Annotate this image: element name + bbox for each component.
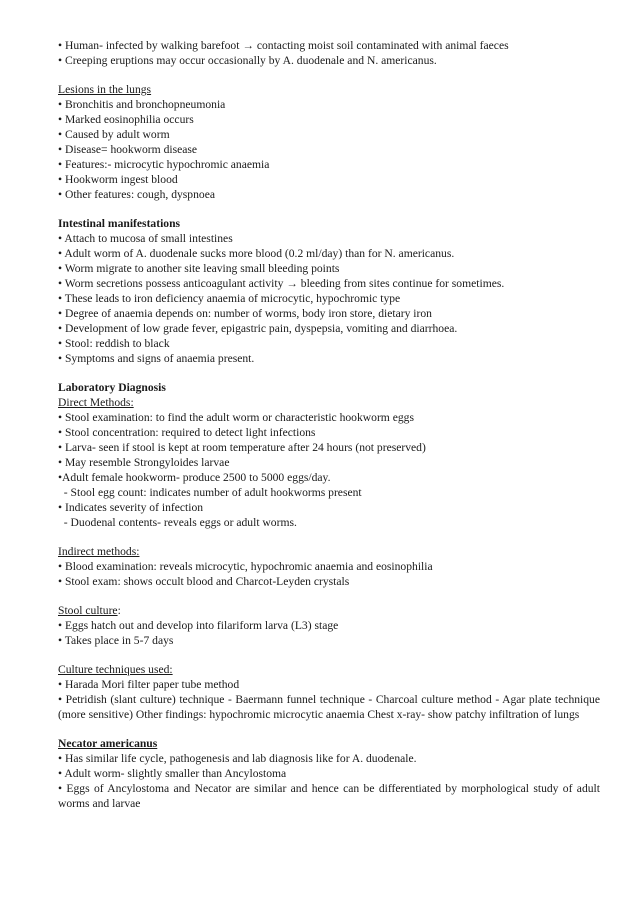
techniques-section xyxy=(58,662,600,722)
list-item: • Stool: reddish to black xyxy=(58,337,170,350)
intro-section xyxy=(58,38,600,68)
culture-techniques-heading: Culture techniques used: xyxy=(58,663,173,676)
direct-methods-heading: Direct Methods: xyxy=(58,396,134,409)
list-item: • Adult worm- slightly smaller than Ancylostoma xyxy=(58,767,287,780)
list-item: - Duodenal contents- reveals eggs or adult worms. xyxy=(58,516,297,529)
list-item: • Development of low grade fever, epigastric pain, dyspepsia, vomiting and diarrhoea. xyxy=(58,322,458,335)
list-item: • Bronchitis and bronchopneumonia xyxy=(58,98,226,111)
necator-heading: Necator americanus xyxy=(58,737,158,750)
indirect-section xyxy=(58,544,600,589)
list-item: • Takes place in 5-7 days xyxy=(58,634,174,647)
list-item: • Harada Mori filter paper tube method xyxy=(58,678,240,691)
list-item: • Has similar life cycle, pathogenesis and lab diagnosis like for A. duodenale. xyxy=(58,752,417,765)
list-item: • Worm secretions possess anticoagulant activity → bleeding from sites continue for sometimes. xyxy=(58,277,505,290)
stool-culture-heading: Stool culture xyxy=(58,604,118,617)
indirect-methods-heading: Indirect methods: xyxy=(58,545,140,558)
list-item: • Eggs hatch out and develop into filariform larva (L3) stage xyxy=(58,619,339,632)
list-item: • Disease= hookworm disease xyxy=(58,143,198,156)
list-item: • Adult worm of A. duodenale sucks more blood (0.2 ml/day) than for N. americanus. xyxy=(58,247,455,260)
list-item: • Marked eosinophilia occurs xyxy=(58,113,194,126)
necator-section xyxy=(58,736,600,811)
lab-heading: Laboratory Diagnosis xyxy=(58,381,166,394)
lungs-heading: Lesions in the lungs xyxy=(58,83,152,96)
intro-line: • Creeping eruptions may occur occasionally by A. duodenale and N. americanus. xyxy=(58,54,437,67)
stool-culture-colon: : xyxy=(117,604,121,617)
list-item: •Adult female hookworm- produce 2500 to 5000 eggs/day. xyxy=(58,471,331,484)
stool-culture-heading-row xyxy=(58,603,600,618)
list-item: • Features:- microcytic hypochromic anaemia xyxy=(58,158,270,171)
intestinal-section xyxy=(58,216,600,366)
list-item: - Stool egg count: indicates number of adult hookworms present xyxy=(58,486,362,499)
list-item: • Degree of anaemia depends on: number of worms, body iron store, dietary iron xyxy=(58,307,432,320)
lab-section xyxy=(58,380,600,530)
list-item: • Hookworm ingest blood xyxy=(58,173,178,186)
list-item: • Stool examination: to find the adult worm or characteristic hookworm eggs xyxy=(58,411,414,424)
list-item: • Stool concentration: required to detect light infections xyxy=(58,426,316,439)
list-item: • Stool exam: shows occult blood and Charcot-Leyden crystals xyxy=(58,575,350,588)
list-item: • Blood examination: reveals microcytic, hypochromic anaemia and eosinophilia xyxy=(58,560,433,573)
intestinal-heading: Intestinal manifestations xyxy=(58,217,181,230)
list-item: • Worm migrate to another site leaving small bleeding points xyxy=(58,262,340,275)
list-item: • Attach to mucosa of small intestines xyxy=(58,232,233,245)
list-item: • These leads to iron deficiency anaemia of microcytic, hypochromic type xyxy=(58,292,401,305)
list-item: • Other features: cough, dyspnoea xyxy=(58,188,215,201)
list-item: • May resemble Strongyloides larvae xyxy=(58,456,230,469)
list-item: • Caused by adult worm xyxy=(58,128,170,141)
list-item: • Indicates severity of infection xyxy=(58,501,204,514)
intro-line: • Human- infected by walking barefoot → contacting moist soil contaminated with animal faeces xyxy=(58,39,509,52)
list-item: • Symptoms and signs of anaemia present. xyxy=(58,352,255,365)
culture-section xyxy=(58,603,600,648)
list-item: • Eggs of Ancylostoma and Necator are similar and hence can be differentiated by morphological study of adult worms and larvae xyxy=(58,782,600,810)
lungs-section xyxy=(58,82,600,202)
list-item: • Petridish (slant culture) technique - Baermann funnel technique - Charcoal culture method - Agar plate technique (more sensitive) Other findings: hypochromic microcytic anaemia Chest x-ray- show patchy infiltration of lungs xyxy=(58,693,600,721)
list-item: • Larva- seen if stool is kept at room temperature after 24 hours (not preserved) xyxy=(58,441,426,454)
